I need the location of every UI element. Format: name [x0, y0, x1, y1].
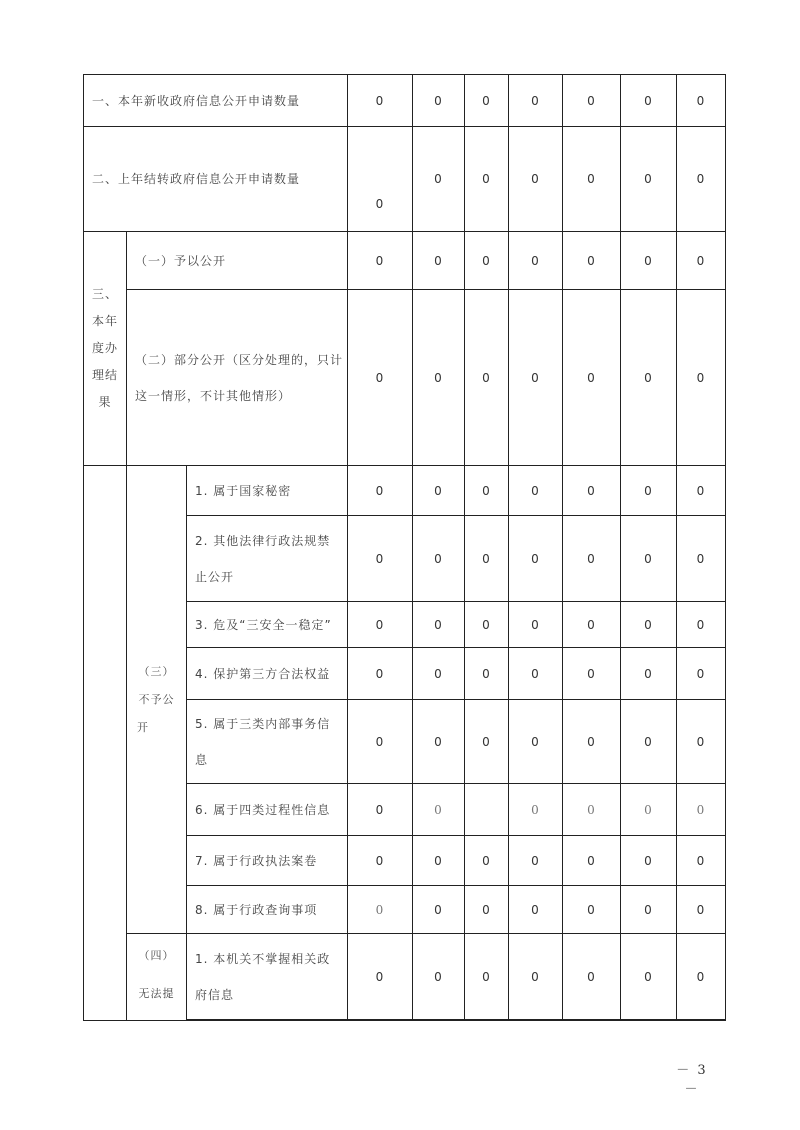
- table-cell: 0: [413, 232, 465, 290]
- table-row: [84, 290, 726, 466]
- table-cell: 0: [677, 700, 726, 784]
- table-cell: 0: [509, 602, 563, 648]
- table-cell: [465, 1020, 509, 1021]
- table-cell: 0: [509, 836, 563, 886]
- table-cell: [348, 1020, 413, 1021]
- table-cell: 0: [348, 886, 413, 934]
- table-cell: 0: [348, 75, 413, 127]
- page-number: － 3 －: [676, 1063, 708, 1097]
- row-label: [187, 1020, 348, 1021]
- table-cell: 0: [413, 784, 465, 836]
- row-label: 3. 危及“三安全一稳定”: [187, 602, 348, 648]
- row-label: 4. 保护第三方合法权益: [187, 648, 348, 700]
- table-cell: 0: [509, 700, 563, 784]
- table-cell: 0: [413, 290, 465, 466]
- table-cell: [677, 1020, 726, 1021]
- table-cell: 0: [621, 648, 677, 700]
- row-label: 1. 属于国家秘密: [187, 466, 348, 516]
- table-cell: 0: [465, 934, 509, 1020]
- table-cell: 0: [413, 466, 465, 516]
- statistics-table: [83, 74, 726, 1021]
- table-cell: 0: [621, 602, 677, 648]
- group-label-line: （四）: [138, 949, 175, 962]
- table-cell: 0: [563, 836, 621, 886]
- table-row: [84, 127, 726, 232]
- row-label: 7. 属于行政执法案卷: [187, 836, 348, 886]
- table-cell: 0: [348, 290, 413, 466]
- table-cell: 0: [677, 127, 726, 232]
- row-label: 一、本年新收政府信息公开申请数量: [84, 75, 348, 127]
- table-cell: [621, 1020, 677, 1021]
- table-cell: 0: [677, 934, 726, 1020]
- section-label-line: 本年: [91, 314, 118, 328]
- table-cell: 0: [413, 127, 465, 232]
- table-cell: 0: [563, 127, 621, 232]
- table-cell: 0: [563, 466, 621, 516]
- table-cell: 0: [348, 602, 413, 648]
- table-cell: 0: [465, 602, 509, 648]
- table-cell: 0: [348, 466, 413, 516]
- table-cell: 0: [621, 290, 677, 466]
- row-label: 2. 其他法律行政法规禁止公开: [187, 516, 348, 602]
- table-cell: 0: [465, 127, 509, 232]
- table-cell: 0: [465, 232, 509, 290]
- table-cell: 0: [563, 886, 621, 934]
- section-label-cell: [84, 466, 127, 1021]
- table-cell: 0: [348, 127, 413, 232]
- table-cell: 0: [621, 127, 677, 232]
- table-cell: 0: [677, 648, 726, 700]
- table-cell: [413, 1020, 465, 1021]
- table-cell: 0: [509, 886, 563, 934]
- table-cell: 0: [413, 836, 465, 886]
- table-cell: 0: [348, 700, 413, 784]
- row-label: 1. 本机关不掌握相关政府信息: [187, 934, 348, 1020]
- table-cell: 0: [563, 934, 621, 1020]
- table-row: [84, 232, 726, 290]
- table-cell: 0: [509, 516, 563, 602]
- table-cell: 0: [509, 466, 563, 516]
- table-cell: 0: [509, 127, 563, 232]
- table-cell: 0: [465, 466, 509, 516]
- table-cell: 0: [677, 466, 726, 516]
- table-cell: 0: [348, 934, 413, 1020]
- table-cell: 0: [621, 784, 677, 836]
- row-label: （二）部分公开（区分处理的，只计这一情形，不计其他情形）: [127, 290, 348, 466]
- table-cell: 0: [621, 232, 677, 290]
- section-label-line: 果: [98, 395, 112, 409]
- table-cell: 0: [348, 836, 413, 886]
- row-label: 二、上年结转政府信息公开申请数量: [84, 127, 348, 232]
- group-label-line: 开: [137, 720, 149, 734]
- table-cell: 0: [509, 648, 563, 700]
- group-label-line: 不予公: [138, 692, 175, 706]
- table-cell: 0: [509, 290, 563, 466]
- table-cell: 0: [413, 516, 465, 602]
- table-cell: 0: [563, 290, 621, 466]
- group-label-line: （三）: [138, 664, 175, 678]
- table-cell: [563, 1020, 621, 1021]
- section-label-line: 三、: [91, 287, 118, 301]
- table-cell: 0: [563, 784, 621, 836]
- row-label: 8. 属于行政查询事项: [187, 886, 348, 934]
- table-cell: 0: [677, 232, 726, 290]
- table-row: [84, 466, 726, 516]
- table-cell: 0: [563, 648, 621, 700]
- table-cell: 0: [465, 886, 509, 934]
- table-cell: 0: [677, 516, 726, 602]
- table-cell: 0: [413, 75, 465, 127]
- table-cell: 0: [509, 75, 563, 127]
- table-cell: 0: [621, 75, 677, 127]
- table-cell: 0: [348, 648, 413, 700]
- table-cell: 0: [621, 836, 677, 886]
- table-cell: 0: [621, 516, 677, 602]
- section-label-line: 度办: [91, 341, 118, 355]
- table-cell: 0: [677, 886, 726, 934]
- table-row: [84, 75, 726, 127]
- table-cell: 0: [465, 75, 509, 127]
- table-cell: 0: [563, 602, 621, 648]
- table-cell: [509, 1020, 563, 1021]
- table-cell: 0: [413, 648, 465, 700]
- table-cell: 0: [563, 516, 621, 602]
- table-cell: 0: [465, 290, 509, 466]
- table-cell: 0: [509, 934, 563, 1020]
- table-cell: 0: [465, 648, 509, 700]
- table-cell: 0: [465, 700, 509, 784]
- table-cell: 0: [563, 700, 621, 784]
- group-label-cell: [127, 934, 187, 1021]
- table-cell: 0: [677, 602, 726, 648]
- section-label-line: 理结: [91, 368, 118, 382]
- table-cell: 0: [465, 516, 509, 602]
- group-label-line: 无法提: [138, 987, 175, 1000]
- table-cell: 0: [465, 836, 509, 886]
- table-cell: 0: [413, 700, 465, 784]
- table-cell: 0: [677, 784, 726, 836]
- section-label-cell: [84, 232, 127, 466]
- table-cell: 0: [413, 934, 465, 1020]
- table-cell: 0: [621, 886, 677, 934]
- row-label: 6. 属于四类过程性信息: [187, 784, 348, 836]
- table-cell: 0: [621, 934, 677, 1020]
- table-cell: 0: [677, 75, 726, 127]
- table-cell: 0: [509, 232, 563, 290]
- table-cell: 0: [621, 466, 677, 516]
- table-cell: 0: [677, 290, 726, 466]
- row-label: （一）予以公开: [127, 232, 348, 290]
- table-cell: 0: [563, 75, 621, 127]
- table-cell: 0: [509, 784, 563, 836]
- table-cell: 0: [348, 784, 413, 836]
- table-cell: [465, 784, 509, 836]
- table-cell: 0: [348, 516, 413, 602]
- table-row: [84, 934, 726, 1020]
- table-cell: 0: [413, 886, 465, 934]
- table-cell: 0: [621, 700, 677, 784]
- table-cell: 0: [348, 232, 413, 290]
- group-label-cell: [127, 466, 187, 934]
- table-cell: 0: [413, 602, 465, 648]
- row-label: 5. 属于三类内部事务信息: [187, 700, 348, 784]
- table-cell: 0: [563, 232, 621, 290]
- table-cell: 0: [677, 836, 726, 886]
